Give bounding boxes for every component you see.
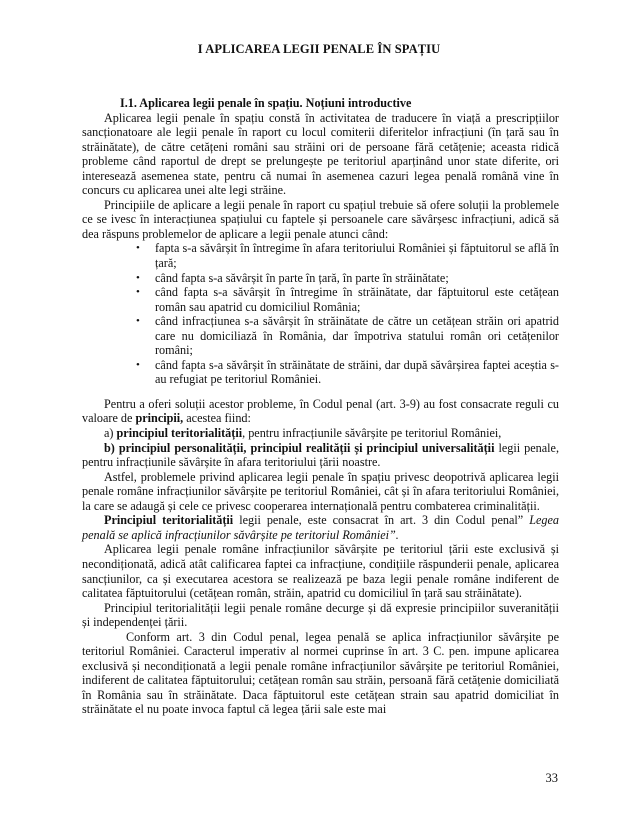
list-item-text: când fapta s-a săvârșit în străinătate de străini, dar după săvârșirea faptei aceștia s-au refugiat pe teritoriul României. — [155, 357, 559, 387]
list-item — [136, 285, 559, 314]
paragraph-8: Aplicarea legii penale române infracțiunilor săvârșite pe teritoriul țării este exclusivă și necondiționată, adică atât calificarea faptei ca infracțiune, condițiile răspunderii penale, aplicarea sancțiunilor, ca și executarea acestora se realizează pe baza legii penale române indiferent de calitatea făptuitorului (cetățean român, străin, apatrid cu domiciliul în țară sau străinătate). — [82, 542, 559, 601]
bullet-icon: • — [136, 358, 140, 371]
list-item — [136, 357, 559, 387]
paragraph-3-bold: principii, — [135, 411, 184, 426]
paragraph-3 — [82, 397, 559, 426]
paragraph-7 — [82, 513, 559, 542]
list-item-text: când fapta s-a săvârșit în întregime în străinătate, dar făptuitorul este cetățean român sau apatrid cu domiciliul România; — [155, 285, 559, 314]
paragraph-7-italic: Legea penală se aplică infracțiunilor săvârșite pe teritoriul României”. — [82, 513, 560, 542]
spacer — [82, 387, 559, 397]
list-item-text: fapta s-a săvârșit în întregime în afara teritoriului României și făptuitorul se află în țară; — [155, 241, 559, 271]
paragraph-4-bold: principiul teritorialității — [116, 426, 243, 441]
list-item-text: când infracțiunea s-a săvârșit în străinătate de către un cetățean străin ori apatrid care nu domiciliază în România, dar împotriva statului român ori cetățenilor români; — [155, 314, 559, 358]
bullet-list — [82, 241, 559, 386]
bullet-icon: • — [136, 315, 140, 328]
bullet-icon: • — [136, 242, 140, 255]
paragraph-10: Conform art. 3 din Codul penal, legea penală se aplica infracțiunilor săvârșite pe teritoriul României. Caracterul imperativ al normei cuprinse în art. 3 C. pen. impune aplicarea exclusivă și necondiționată a legii penale române infracțiunilor săvârșite pe teritoriul României, indiferent de calitatea făptuitorului; cetățean român sau străin, persoană fără cetățenie domiciliată în România sau în străinătate. Daca făptuitorul este cetățean strain sau apatrid domiciliat în străinătate el nu poate invoca faptul că legea țării sale este mai — [82, 629, 559, 717]
paragraph-5 — [82, 441, 559, 470]
bullet-icon: • — [136, 286, 140, 299]
bullet-icon: • — [136, 271, 140, 284]
paragraph-3-after: acestea fiind: — [183, 411, 251, 426]
paragraph-1: Aplicarea legii penale în spațiu constă în activitatea de traducere în viață a prescripțiilor sancționatoare ale legii penale în raport cu locul comiterii diferitelor infracțiuni (în țară sau în străinătate), de către cetățeni români sau străini ori de persoane fără cetățenie; aceasta ridică probleme când raportul de drept se prelungește pe teritoriul aparținând unor state diferite, ori interesează asemenea state, pentru că numai în asemenea cazuri legea penală română vine în concurs cu aplicarea unei alte legi străine. — [82, 110, 559, 198]
list-item — [136, 270, 559, 286]
document-body — [82, 96, 559, 717]
list-item — [136, 314, 559, 358]
paragraph-7-bold: Principiul teritorialității — [104, 513, 234, 528]
paragraph-3-text: Pentru a oferi soluții acestor probleme, în Codul penal (art. 3-9) au fost consacrate reguli cu valoare de — [82, 396, 559, 426]
chapter-title: I APLICAREA LEGII PENALE ÎN SPAȚIU — [197, 42, 441, 56]
paragraph-4-prefix: a) — [104, 426, 117, 441]
list-item — [136, 241, 559, 271]
paragraph-5-bold: b) principiul personalității, principiul realității și principiul universalității — [104, 440, 495, 455]
paragraph-5-text: legii penale, pentru infracțiunile săvârșite în afara teritoriului țării noastre. — [82, 440, 559, 470]
paragraph-4 — [82, 426, 559, 441]
paragraph-7-text: legii penale, este consacrat în art. 3 din Codul penal” — [233, 513, 530, 528]
list-item-text: când fapta s-a săvârșit în parte în țară, în parte în străinătate; — [155, 270, 449, 285]
paragraph-9: Principiul teritorialității legii penale române decurge și dă expresie principiilor suveranității și independenței țării. — [82, 600, 559, 630]
paragraph-2: Principiile de aplicare a legii penale în raport cu spațiul trebuie să ofere soluții la problemele ce se ivesc în interacțiunea spațiului cu faptele și persoanele care săvârșesc infracțiuni, adică să dea răspuns problemelor de aplicare a legii penale atunci când: — [82, 197, 559, 241]
paragraph-4-text: , pentru infracțiunile săvârșite pe teritoriul României, — [242, 426, 502, 441]
section-subtitle: I.1. Aplicarea legii penale în spațiu. Noțiuni introductive — [120, 96, 412, 110]
page-number: 33 — [545, 771, 558, 785]
paragraph-6: Astfel, problemele privind aplicarea legii penale în spațiu privesc deopotrivă aplicarea legii penale române infracțiunilor săvârșite pe teritoriul României, cât și în afara teritoriului României, la care se adaugă și cele ce privesc cooperarea internațională pentru combaterea criminalității. — [82, 469, 559, 513]
